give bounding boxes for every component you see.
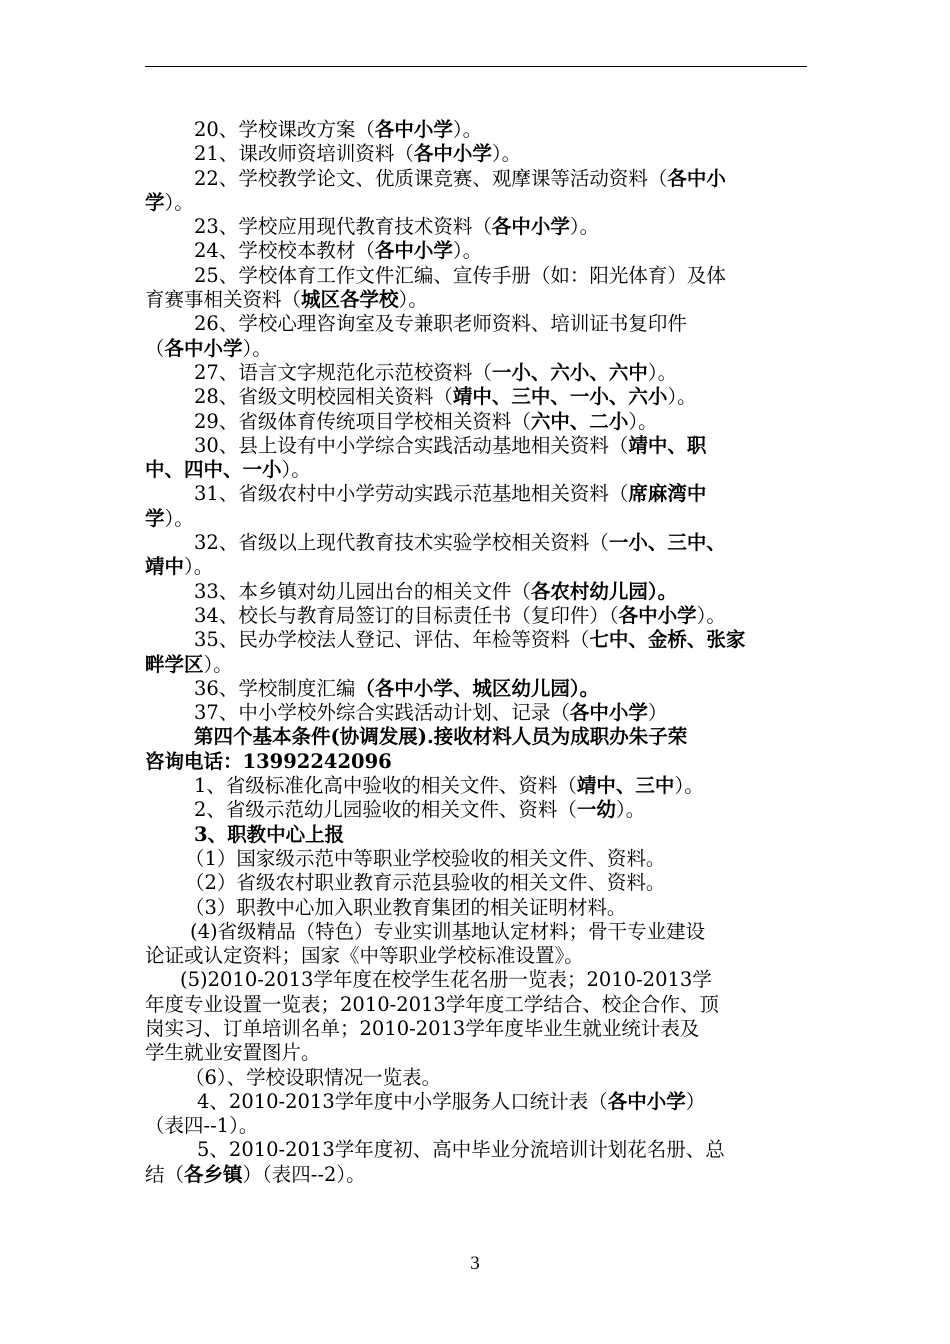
header-rule: [145, 66, 807, 67]
list-item: 3、职教中心上报: [194, 822, 345, 846]
list-item: 20、学校课改方案（各中小学）。: [194, 118, 483, 141]
sub-item: （1）国家级示范中等职业学校验收的相关文件、资料。: [185, 846, 666, 870]
sub-item: (5)2010-2013学年度在校学生花名册一览表；2010-2013学: [180, 968, 712, 992]
list-item: 27、语言文字规范化示范校资料（一小、六小、六中）。: [194, 360, 678, 384]
sub-item-continued: 论证或认定资料；国家《中等职业学校标准设置》。: [145, 944, 584, 968]
list-item: 30、县上设有中小学综合实践活动基地相关资料（靖中、职: [194, 433, 707, 457]
sub-item-continued: 学生就业安置图片。: [145, 1041, 321, 1065]
contact-phone: 咨询电话：13992242096: [145, 749, 392, 773]
list-item: 21、课改师资培训资料（各中小学）。: [194, 142, 522, 166]
list-item-continued: 学）。: [145, 190, 194, 214]
list-item-continued: （各中小学）。: [145, 336, 272, 360]
list-item: 29、省级体育传统项目学校相关资料（六中、二小）。: [194, 409, 658, 433]
sub-item-continued: 年度专业设置一览表；2010-2013学年度工学结合、校企合作、顶: [145, 992, 719, 1016]
list-item: 26、学校心理咨询室及专兼职老师资料、培训证书复印件: [194, 312, 687, 336]
list-item: 5、2010-2013学年度初、高中毕业分流培训计划花名册、总: [197, 1138, 725, 1162]
list-item: 1、省级标准化高中验收的相关文件、资料（靖中、三中）。: [194, 774, 704, 798]
list-item: 34、校长与教育局签订的目标责任书（复印件）（各中小学）。: [194, 603, 726, 627]
list-item: 23、学校应用现代教育技术资料（各中小学）。: [194, 215, 600, 239]
list-item-continued: 中、四中、一小）。: [145, 458, 311, 482]
sub-item: (4)省级精品（特色）专业实训基地认定材料；骨干专业建设: [190, 919, 706, 943]
list-item: 2、省级示范幼儿园验收的相关文件、资料（一幼）。: [194, 798, 646, 822]
document-body: [145, 118, 807, 1187]
list-item: 28、省级文明校园相关资料（靖中、三中、一小、六小）。: [194, 385, 697, 409]
list-item: 33、本乡镇对幼儿园出台的相关文件（各农村幼儿园）。: [194, 579, 678, 603]
list-item: 36、学校制度汇编（各中小学、城区幼儿园）。: [194, 676, 600, 700]
list-item-continued: 育赛事相关资料（城区各学校）。: [145, 288, 428, 312]
section-heading: 第四个基本条件(协调发展).接收材料人员为成职办朱子荣: [194, 725, 688, 749]
list-item: 24、学校校本教材（各中小学）。: [194, 239, 483, 263]
list-item: 22、学校教学论文、优质课竞赛、观摩课等活动资料（各中小: [194, 166, 726, 190]
list-item: 32、省级以上现代教育技术实验学校相关资料（一小、三中、: [194, 531, 726, 555]
list-item: 35、民办学校法人登记、评估、年检等资料（七中、金桥、张家: [194, 628, 746, 652]
list-item-continued: 学）。: [145, 506, 194, 530]
page-number: 3: [470, 1253, 480, 1274]
list-item-continued: 结（各乡镇）（表四--2）。: [145, 1162, 366, 1186]
list-item-continued: （表四--1）。: [145, 1114, 259, 1138]
sub-item: （2）省级农村职业教育示范县验收的相关文件、资料。: [185, 871, 666, 895]
list-item-continued: 畔学区）。: [145, 652, 233, 676]
list-item: 4、2010-2013学年度中小学服务人口统计表（各中小学）: [197, 1089, 706, 1113]
sub-item-continued: 岗实习、订单培训名单；2010-2013学年度毕业生就业统计表及: [145, 1016, 700, 1040]
list-item: 31、省级农村中小学劳动实践示范基地相关资料（席麻湾中: [194, 482, 707, 506]
list-item: 25、学校体育工作文件汇编、宣传手册（如：阳光体育）及体: [194, 263, 726, 287]
list-item-continued: 靖中）。: [145, 555, 214, 579]
sub-item: （3）职教中心加入职业教育集团的相关证明材料。: [185, 895, 627, 919]
list-item: 37、中小学校外综合实践活动计划、记录（各中小学）: [194, 701, 668, 725]
sub-item: （6）、学校设职情况一览表。: [185, 1065, 442, 1089]
